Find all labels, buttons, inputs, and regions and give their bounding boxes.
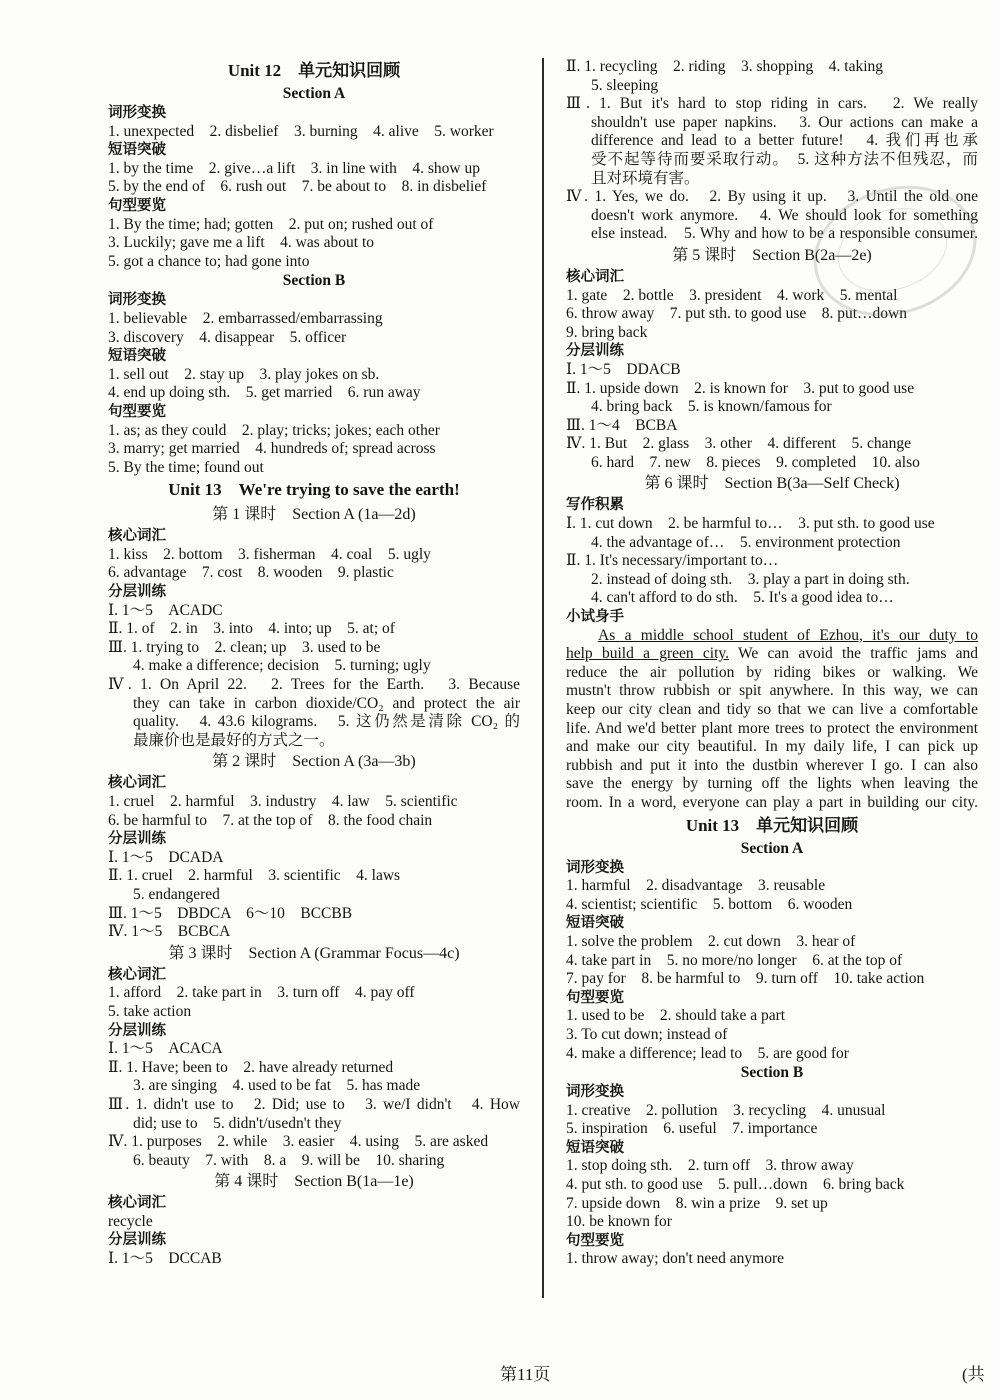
answer-line: 1. as; as they could 2. play; tricks; jokes; each other xyxy=(108,421,440,439)
answer-line: Ⅳ. 1～5 BCBCA xyxy=(108,923,231,941)
answer-line: Ⅱ. 1. It's necessary/important to… xyxy=(566,552,779,570)
category-label: 短语突破 xyxy=(108,348,166,365)
answer-line: rubbish and put it into the dustbin wherever I go. I can also xyxy=(566,756,978,774)
answer-line: 3. discovery 4. disappear 5. officer xyxy=(108,328,347,346)
category-label: 分层训练 xyxy=(566,343,624,360)
answer-line: 5. got a chance to; had gone into xyxy=(108,252,310,270)
answer-line: 1. afford 2. take part in 3. turn off 4. pay off xyxy=(108,984,415,1002)
answer-line: life. And we'd better plant more trees to protect the environment xyxy=(566,719,978,737)
answer-line: 1. by the time 2. give…a lift 3. in line with 4. show up xyxy=(108,159,480,177)
answer-line: Ⅰ. 1. cut down 2. be harmful to… 3. put sth. to good use xyxy=(566,515,935,533)
answer-line: keep our city clean and tidy so that we can live a comfortable xyxy=(566,701,978,718)
category-label: 词形变换 xyxy=(566,859,624,876)
answer-line: save the energy by turning off the lights when leaving the xyxy=(566,775,978,793)
lesson-heading: 第 6 课时 Section B(3a—Self Check) xyxy=(644,475,900,493)
answer-line: 1. believable 2. embarrassed/embarrassing xyxy=(108,309,383,327)
answer-line: 受不起等待而要采取行动。 5. 这种方法不但残忍，而 xyxy=(591,150,978,168)
answer-line: 5. by the end of 6. rush out 7. be about to 8. in disbelief xyxy=(108,178,487,196)
answer-line: Ⅳ. 1. But 2. glass 3. other 4. different 5. change xyxy=(566,435,911,453)
answer-line: 最廉价也是最好的方式之一。 xyxy=(133,731,335,749)
answer-line: Ⅱ. 1. Have; been to 2. have already returned xyxy=(108,1058,394,1076)
answer-line: 1. gate 2. bottle 3. president 4. work 5. mental xyxy=(566,286,898,304)
answer-line: Ⅰ. 1～5 DCCAB xyxy=(108,1250,222,1268)
page-number: 第11页 xyxy=(500,1365,551,1384)
answer-line: doesn't work anymore. 4. We should look for something xyxy=(591,206,978,224)
answer-line: 5. By the time; found out xyxy=(108,458,264,476)
answer-line: 1. solve the problem 2. cut down 3. hear of xyxy=(566,932,856,950)
answer-line: 5. endangered xyxy=(133,885,220,903)
lesson-heading: 第 2 课时 Section A (3a—3b) xyxy=(212,753,416,771)
answer-line: Ⅰ. 1～5 ACACA xyxy=(108,1040,223,1058)
answer-line: 4. end up doing sth. 5. get married 6. run away xyxy=(108,384,421,402)
answer-line: 1. kiss 2. bottom 3. fisherman 4. coal 5. ugly xyxy=(108,545,431,563)
lesson-heading: 第 4 课时 Section B(1a—1e) xyxy=(214,1173,414,1191)
answer-line: Ⅲ. 1. didn't use to 2. Did; use to 3. we/I didn't 4. How xyxy=(108,1095,520,1113)
answer-line: 4. scientist; scientific 5. bottom 6. wooden xyxy=(566,895,853,913)
category-label: 小试身手 xyxy=(566,609,624,626)
answer-line: Ⅱ. 1. cruel 2. harmful 3. scientific 4. laws xyxy=(108,867,401,885)
category-label: 词形变换 xyxy=(566,1084,624,1101)
answer-line: 10. be known for xyxy=(566,1213,672,1231)
left-column xyxy=(108,58,520,1269)
category-label: 分层训练 xyxy=(108,1232,166,1249)
answer-line: 1. sell out 2. stay up 3. play jokes on sb. xyxy=(108,365,380,383)
answer-line: 3. are singing 4. used to be fat 5. has made xyxy=(133,1077,421,1095)
answer-line: 9. bring back xyxy=(566,323,648,341)
answer-line: 1. By the time; had; gotten 2. put on; rushed out of xyxy=(108,215,434,233)
answer-line: 1. cruel 2. harmful 3. industry 4. law 5. scientific xyxy=(108,793,458,810)
answer-line: 4. take part in 5. no more/no longer 6. at the top of xyxy=(566,951,903,969)
answer-line: Ⅳ. 1. Yes, we do. 2. By using it up. 3. Until the old one xyxy=(566,188,978,206)
category-label: 短语突破 xyxy=(566,915,624,932)
section-heading: Section A xyxy=(282,85,346,102)
category-label: 写作积累 xyxy=(566,497,624,514)
category-label: 分层训练 xyxy=(108,831,166,848)
answer-line: recycle xyxy=(108,1212,153,1230)
answer-line: 5. inspiration 6. useful 7. importance xyxy=(566,1120,818,1138)
answer-line: Ⅲ. 1～4 BCBA xyxy=(566,416,678,434)
answer-line: Ⅲ. 1. But it's hard to stop riding in cars. 2. We really xyxy=(566,95,978,113)
lesson-heading: 第 5 课时 Section B(2a—2e) xyxy=(672,246,872,264)
category-label: 核心词汇 xyxy=(108,966,166,983)
answer-line: 7. pay for 8. be harmful to 9. turn off 10. take action xyxy=(566,970,925,988)
lesson-heading: 第 3 课时 Section A (Grammar Focus—4c) xyxy=(168,944,460,962)
answer-line: 1. throw away; don't need anymore xyxy=(566,1250,785,1268)
answer-line: 5. take action xyxy=(108,1002,192,1020)
answer-line: 2. instead of doing sth. 3. play a part in doing sth. xyxy=(591,570,910,588)
answer-line: Ⅲ. 1～5 DBDCA 6～10 BCCBB xyxy=(108,904,353,922)
section-heading: Section A xyxy=(740,839,804,857)
answer-line: mustn't throw rubbish or spit anywhere. In this way, we can xyxy=(566,682,978,700)
answer-line: 1. creative 2. pollution 3. recycling 4. unusual xyxy=(566,1101,886,1119)
answer-line: 1. unexpected 2. disbelief 3. burning 4. alive 5. worker xyxy=(108,122,494,140)
answer-line: 4. bring back 5. is known/famous for xyxy=(591,398,832,416)
answer-line: difference and lead to a better future! 4. 我们再也承 xyxy=(591,132,978,150)
category-label: 核心词汇 xyxy=(108,1195,166,1212)
answer-line: Ⅲ. 1. trying to 2. clean; up 3. used to be xyxy=(108,638,381,656)
category-label: 词形变换 xyxy=(108,105,166,121)
answer-line: 3. marry; get married 4. hundreds of; spread across xyxy=(108,440,436,458)
unit-heading: Unit 12 单元知识回顾 xyxy=(227,61,401,80)
unit-heading: Unit 13 单元知识回顾 xyxy=(685,815,859,835)
answer-line: 5. sleeping xyxy=(591,76,659,94)
category-label: 核心词汇 xyxy=(566,268,624,285)
unit-heading: Unit 13 We're trying to save the earth! xyxy=(168,480,460,500)
answer-line: reduce the air pollution by riding bikes or walking. We xyxy=(566,663,978,681)
answer-line: shouldn't use paper napkins. 3. Our actions can make a xyxy=(591,113,978,131)
answer-line: room. In a word, everyone can play a part in building our city. xyxy=(566,793,978,811)
answer-line: quality. 4. 43.6 kilograms. 5. 这仍然是清除 CO₂ 的 xyxy=(133,713,520,731)
answer-line: 4. make a difference; lead to 5. are good for xyxy=(566,1044,849,1062)
answer-line: Ⅱ. 1. of 2. in 3. into 4. into; up 5. at; of xyxy=(108,620,395,638)
answer-line: Ⅰ. 1～5 DDACB xyxy=(566,360,681,378)
answer-line: Ⅱ. 1. recycling 2. riding 3. shopping 4. taking xyxy=(566,58,884,75)
answer-line: Ⅰ. 1～5 DCADA xyxy=(108,848,224,866)
category-label: 短语突破 xyxy=(108,142,166,159)
column-divider xyxy=(542,58,544,1298)
category-label: 句型要览 xyxy=(108,197,166,214)
answer-line: Ⅳ. 1. purposes 2. while 3. easier 4. using 5. are asked xyxy=(108,1133,489,1151)
answer-line: Ⅰ. 1～5 ACADC xyxy=(108,601,223,619)
answer-line: Ⅱ. 1. upside down 2. is known for 3. put to good use xyxy=(566,379,915,397)
answer-line: 1. harmful 2. disadvantage 3. reusable xyxy=(566,877,826,895)
answer-line: they can take in carbon dioxide/CO₂ and protect the air xyxy=(133,694,520,712)
category-label: 词形变换 xyxy=(108,292,166,309)
answer-line: 6. be harmful to 7. at the top of 8. the food chain xyxy=(108,811,433,829)
category-label: 分层训练 xyxy=(108,1022,166,1039)
answer-line: 6. beauty 7. with 8. a 9. will be 10. sharing xyxy=(133,1151,445,1169)
section-heading: Section B xyxy=(282,272,346,290)
answer-line: 6. advantage 7. cost 8. wooden 9. plastic xyxy=(108,564,394,582)
answer-line: 4. put sth. to good use 5. pull…down 6. bring back xyxy=(566,1176,905,1194)
category-label: 核心词汇 xyxy=(108,528,166,545)
lesson-heading: 第 1 课时 Section A (1a—2d) xyxy=(212,506,416,524)
category-label: 短语突破 xyxy=(566,1139,624,1156)
answer-line: 1. stop doing sth. 2. turn off 3. throw away xyxy=(566,1157,854,1175)
answer-line: As a middle school student of Ezhou, it's our duty to xyxy=(598,626,978,644)
section-heading: Section B xyxy=(740,1064,804,1082)
category-label: 句型要览 xyxy=(566,1232,624,1249)
answer-line: 6. hard 7. new 8. pieces 9. completed 10. also xyxy=(591,453,920,471)
answer-line: did; use to 5. didn't/usedn't they xyxy=(133,1114,342,1132)
answer-line: 3. To cut down; instead of xyxy=(566,1025,728,1043)
page-total-marker: (共 xyxy=(962,1365,985,1384)
answer-line: 4. can't afford to do sth. 5. It's a good idea to… xyxy=(591,589,894,607)
answer-line: and make our city beautiful. In my daily life, I can pick up xyxy=(566,738,978,756)
answer-line: else instead. 5. Why and how to be a responsible consumer. xyxy=(591,225,978,243)
answer-line: 6. throw away 7. put sth. to good use 8. put…down xyxy=(566,305,907,323)
answer-line: 4. make a difference; decision 5. turning; ugly xyxy=(133,657,431,675)
answer-line: 3. Luckily; gave me a lift 4. was about to xyxy=(108,234,375,252)
answer-line: Ⅳ. 1. On April 22. 2. Trees for the Earth. 3. Because xyxy=(108,676,520,694)
answer-line: 7. upside down 8. win a prize 9. set up xyxy=(566,1194,828,1212)
category-label: 句型要览 xyxy=(566,989,624,1006)
answer-line: 1. used to be 2. should take a part xyxy=(566,1007,786,1025)
category-label: 句型要览 xyxy=(108,403,166,420)
category-label: 核心词汇 xyxy=(108,775,166,792)
answer-line: 4. the advantage of… 5. environment protection xyxy=(591,533,901,551)
category-label: 分层训练 xyxy=(108,584,166,601)
answer-line: 且对环境有害。 xyxy=(591,169,700,187)
answer-line: help build a green city. We can avoid the traffic jams and xyxy=(566,645,978,663)
